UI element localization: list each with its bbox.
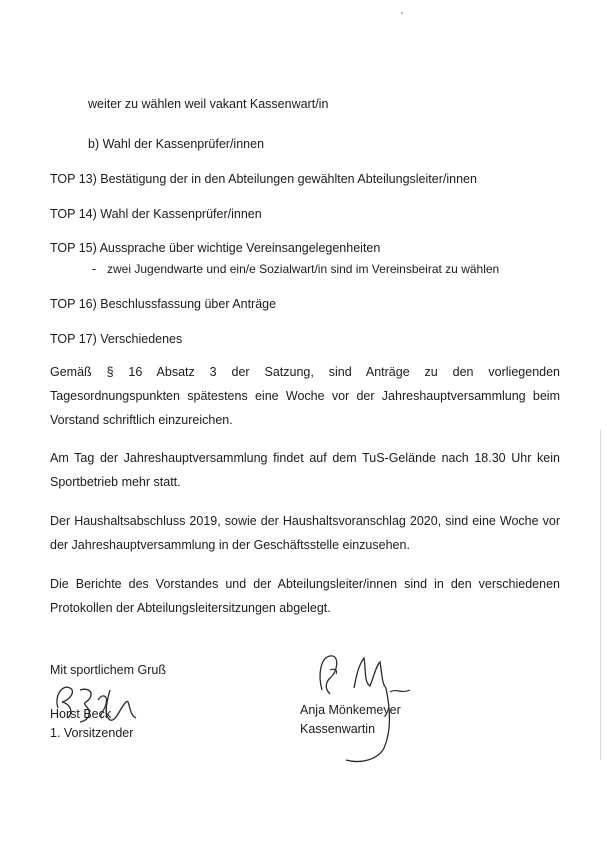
signatory-1-name: Horst Beck [50,707,112,721]
scan-edge-line [600,430,601,760]
agenda-line-continuation: weiter zu wählen weil vakant Kassenwart/in [88,97,329,111]
signatory-2-role: Kassenwartin [300,722,376,736]
agenda-top-14: TOP 14) Wahl der Kassenprüfer/innen [50,207,262,221]
agenda-top-15: TOP 15) Aussprache über wichtige Vereinsangelegenheiten [50,241,381,255]
closing-greeting: Mit sportlichem Gruß [50,663,166,677]
scan-dot [401,12,403,14]
paragraph-sportbetrieb: Am Tag der Jahreshauptversammlung findet auf dem TuS-Gelände nach 18.30 Uhr kein Sportbetrieb mehr statt. [50,451,560,489]
agenda-top-15-item: zwei Jugendwarte und ein/e Sozialwart/in sind im Vereinsbeirat zu wählen [107,262,500,276]
agenda-bullet-dash: - [92,262,97,276]
signatory-1-role: 1. Vorsitzender [50,726,134,740]
paragraph-berichte: Die Berichte des Vorstandes und der Abteilungsleiter/innen sind in den verschiedenen Protokollen der Abteilungsleitersitzungen abgelegt. [50,577,560,615]
paragraph-haushalt: Der Haushaltsabschluss 2019, sowie der Haushaltsvoranschlag 2020, sind eine Woche vor der Jahreshauptversammlung in der Geschäftsstelle einzusehen. [50,514,560,552]
agenda-top-13: TOP 13) Bestätigung der in den Abteilungen gewählten Abteilungsleiter/innen [50,172,477,186]
agenda-line-b: b) Wahl der Kassenprüfer/innen [88,137,265,151]
agenda-top-17: TOP 17) Verschiedenes [50,332,183,346]
agenda-top-16: TOP 16) Beschlussfassung über Anträge [50,297,277,311]
signatory-2-name: Anja Mönkemeyer [300,703,401,717]
paragraph-antraege: Gemäß § 16 Absatz 3 der Satzung, sind Anträge zu den vorliegenden Tagesordnungspunkten spätestens eine Woche vor der Jahreshauptversammlung beim Vorstand schriftlich einzureichen. [50,365,560,427]
